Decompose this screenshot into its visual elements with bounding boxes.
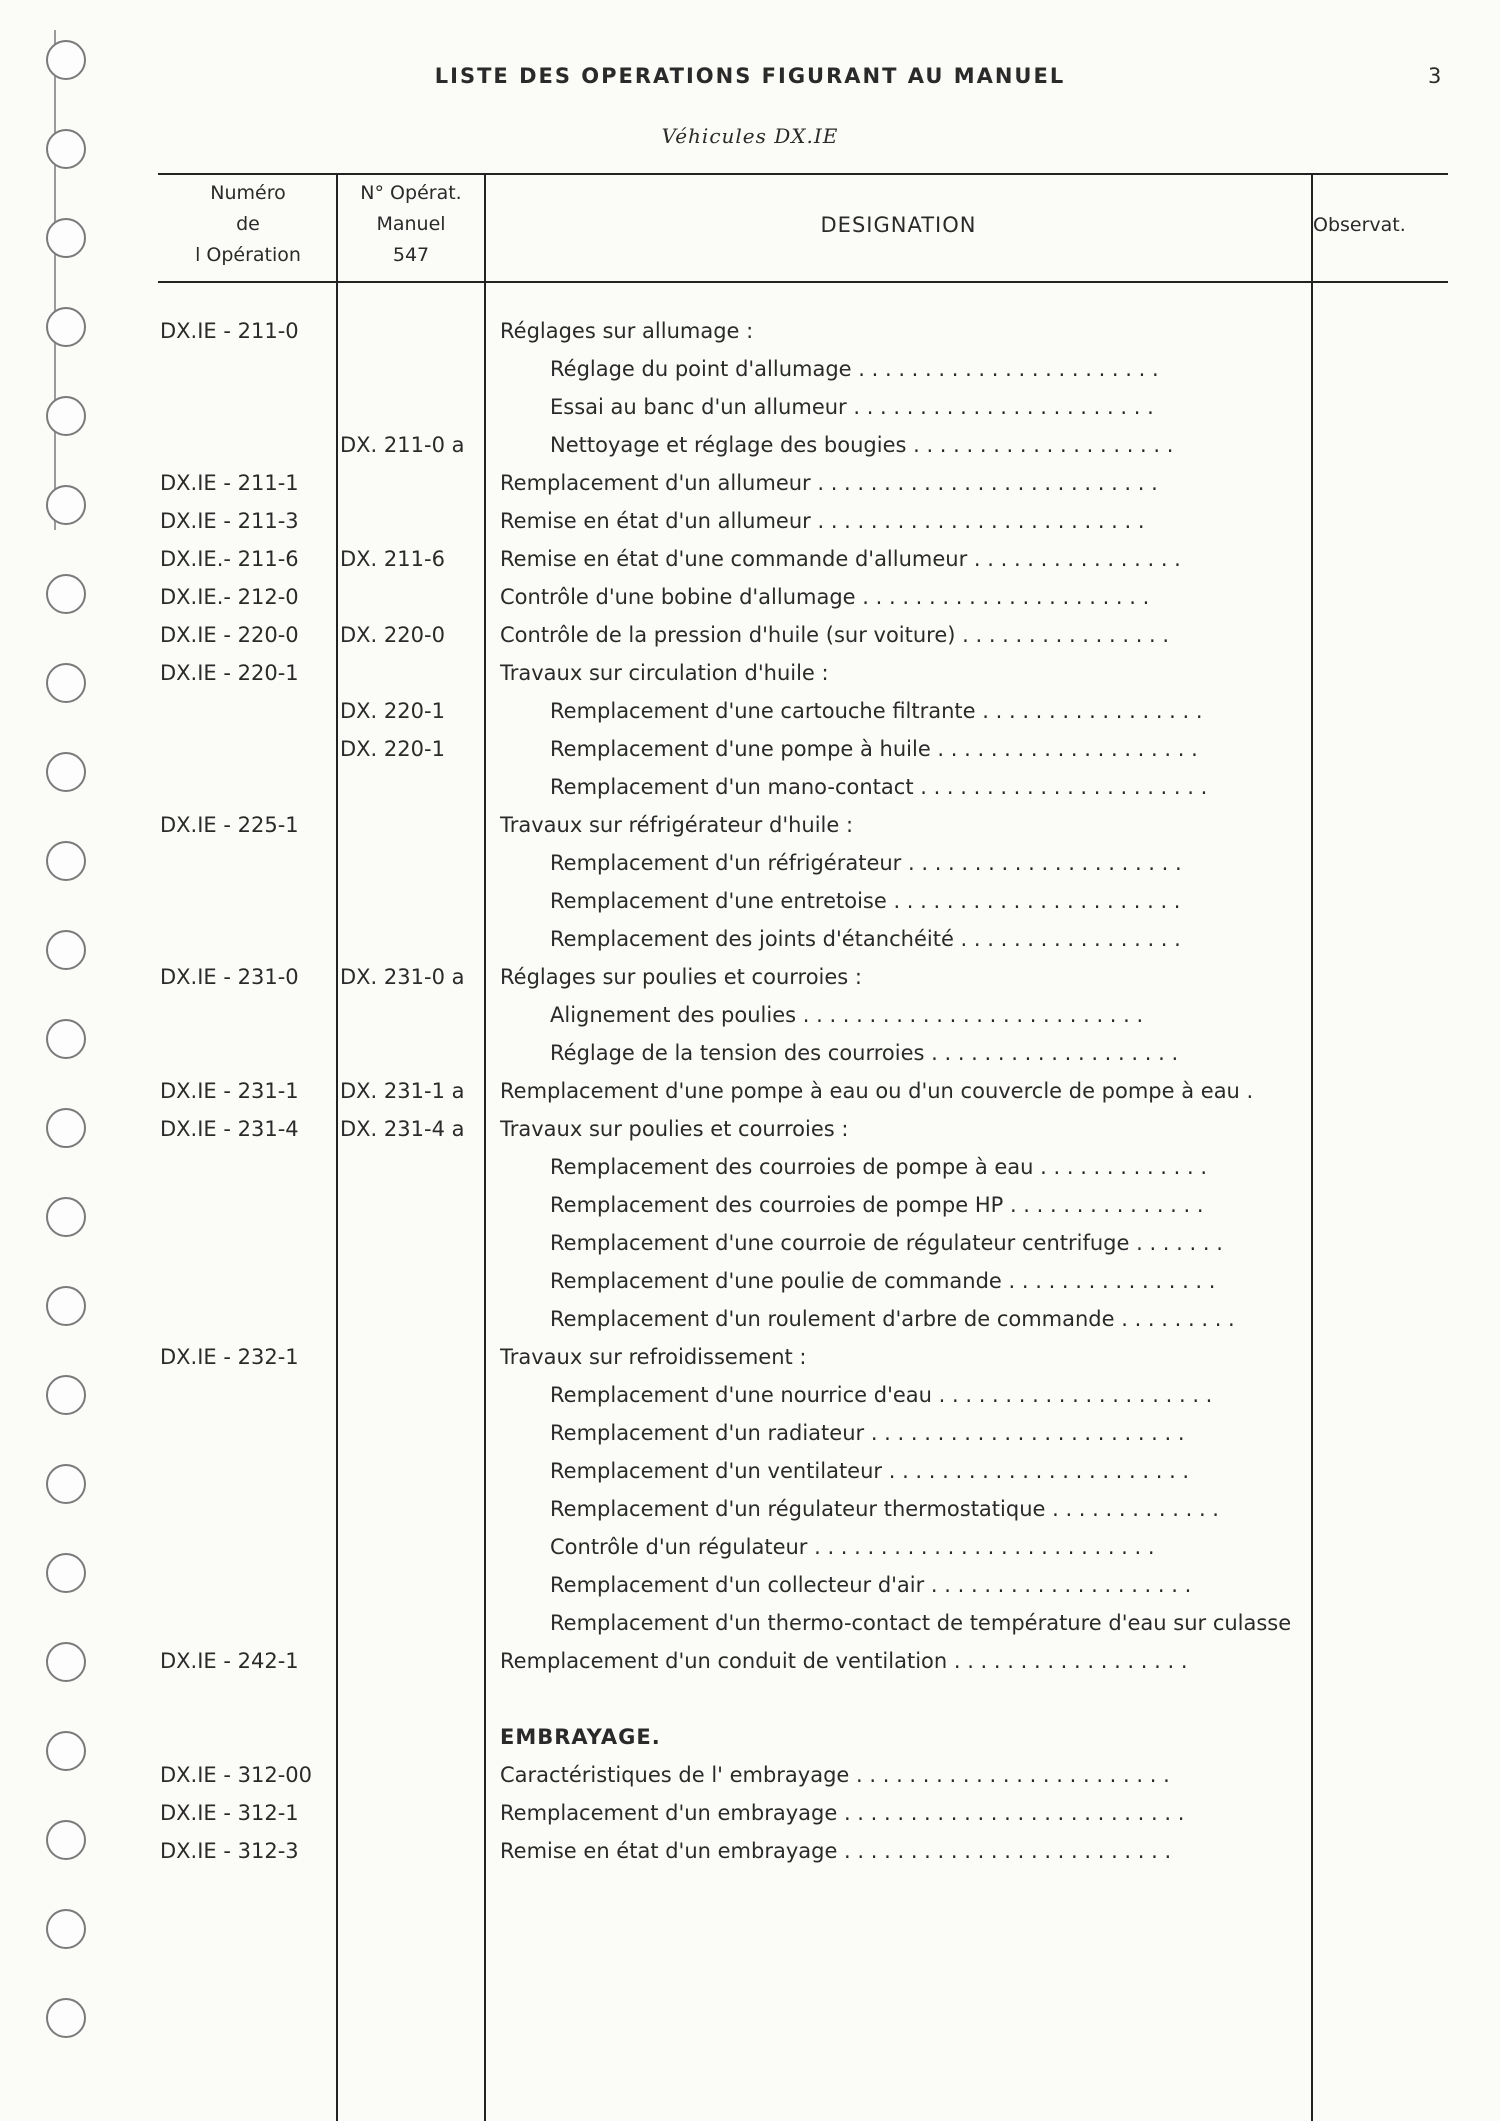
operation-designation: Remplacement des courroies de pompe à eau . . . . . . . . . . . . . [550, 1155, 1208, 1179]
operation-designation: Remise en état d'une commande d'allumeur . . . . . . . . . . . . . . . . [500, 547, 1181, 571]
table-row [0, 1300, 1440, 1338]
operation-designation: Nettoyage et réglage des bougies . . . . . . . . . . . . . . . . . . . . [550, 433, 1174, 457]
column-header-numero [160, 178, 336, 271]
operation-number: DX.IE - 220-0 [160, 623, 299, 647]
table-row [0, 882, 1440, 920]
header-line: Manuel [376, 213, 446, 235]
operation-number: DX.IE - 232-1 [160, 1345, 299, 1369]
operation-number: DX.IE - 231-4 [160, 1117, 299, 1141]
table-row [0, 1186, 1440, 1224]
table-row [0, 1376, 1440, 1414]
section-heading: EMBRAYAGE. [500, 1725, 661, 1749]
operation-designation: Réglage de la tension des courroies . . . . . . . . . . . . . . . . . . . [550, 1041, 1179, 1065]
operation-designation: Travaux sur réfrigérateur d'huile : [500, 813, 854, 837]
manual-operation-number: DX. 231-0 a [340, 965, 465, 989]
table-row [0, 1718, 1440, 1756]
operation-designation: Remplacement d'une poulie de commande . . . . . . . . . . . . . . . . [550, 1269, 1216, 1293]
operation-designation: Remplacement d'une cartouche filtrante . . . . . . . . . . . . . . . . . [550, 699, 1203, 723]
table-row [0, 1604, 1440, 1642]
table-row [0, 502, 1440, 540]
operation-designation: Essai au banc d'un allumeur . . . . . . . . . . . . . . . . . . . . . . . [550, 395, 1154, 419]
manual-operation-number: DX. 220-0 [340, 623, 445, 647]
table-row [0, 1566, 1440, 1604]
binder-hole-icon [46, 1909, 86, 1949]
page-subtitle: Véhicules DX.IE [661, 124, 839, 148]
table-row [0, 654, 1440, 692]
manual-operation-number: DX. 220-1 [340, 699, 445, 723]
operation-number: DX.IE - 211-1 [160, 471, 299, 495]
table-row [0, 616, 1440, 654]
operation-designation: Remplacement d'une pompe à huile . . . . . . . . . . . . . . . . . . . . [550, 737, 1198, 761]
table-row [0, 1224, 1440, 1262]
operation-designation: Remplacement d'une entretoise . . . . . . . . . . . . . . . . . . . . . . [550, 889, 1181, 913]
header-line: DESIGNATION [820, 213, 977, 237]
operation-designation: Réglages sur allumage : [500, 319, 754, 343]
manual-operation-number: DX. 231-4 a [340, 1117, 465, 1141]
operation-designation: Remplacement d'une pompe à eau ou d'un couvercle de pompe à eau . [500, 1079, 1254, 1103]
table-row [0, 1680, 1440, 1718]
table-row [0, 920, 1440, 958]
table-row [0, 692, 1440, 730]
manual-operation-number: DX. 220-1 [340, 737, 445, 761]
table-row [0, 1110, 1440, 1148]
table-row [0, 350, 1440, 388]
table-row [0, 996, 1440, 1034]
operation-number: DX.IE - 220-1 [160, 661, 299, 685]
manual-operation-number: DX. 211-0 a [340, 433, 465, 457]
operation-designation: Remise en état d'un embrayage . . . . . . . . . . . . . . . . . . . . . . . . . [500, 1839, 1172, 1863]
table-row [0, 1756, 1440, 1794]
manual-operation-number: DX. 211-6 [340, 547, 445, 571]
operation-number: DX.IE - 231-0 [160, 965, 299, 989]
operation-designation: Remise en état d'un allumeur . . . . . . . . . . . . . . . . . . . . . . . . . [500, 509, 1145, 533]
operation-designation: Remplacement d'un allumeur . . . . . . . . . . . . . . . . . . . . . . . . . . [500, 471, 1158, 495]
operation-designation: Remplacement d'une nourrice d'eau . . . . . . . . . . . . . . . . . . . . . [550, 1383, 1213, 1407]
operation-designation: Contrôle d'une bobine d'allumage . . . . . . . . . . . . . . . . . . . . . . [500, 585, 1150, 609]
header-line: Observat. [1313, 214, 1406, 236]
operation-designation: Alignement des poulies . . . . . . . . . . . . . . . . . . . . . . . . . . [550, 1003, 1144, 1027]
operation-designation: Remplacement d'un thermo-contact de température d'eau sur culasse [550, 1611, 1292, 1635]
operation-number: DX.IE - 225-1 [160, 813, 299, 837]
table-row [0, 768, 1440, 806]
table-row [0, 1452, 1440, 1490]
operation-number: DX.IE - 312-1 [160, 1801, 299, 1825]
manual-operation-number: DX. 231-1 a [340, 1079, 465, 1103]
operation-designation: Remplacement des courroies de pompe HP . . . . . . . . . . . . . . . [550, 1193, 1204, 1217]
table-row [0, 464, 1440, 502]
table-row [0, 1338, 1440, 1376]
header-line: de [236, 213, 260, 235]
table-row [0, 426, 1440, 464]
binder-hole-icon [46, 1998, 86, 2038]
table-row [0, 540, 1440, 578]
table-row [0, 1642, 1440, 1680]
column-header-designation [486, 210, 1311, 241]
operation-designation: Remplacement d'un roulement d'arbre de commande . . . . . . . . . [550, 1307, 1235, 1331]
operation-number: DX.IE - 211-0 [160, 319, 299, 343]
operation-number: DX.IE - 242-1 [160, 1649, 299, 1673]
table-row [0, 578, 1440, 616]
operation-number: DX.IE.- 211-6 [160, 547, 299, 571]
table-header-rule [158, 281, 1448, 283]
operation-designation: Réglage du point d'allumage . . . . . . . . . . . . . . . . . . . . . . . [550, 357, 1159, 381]
page-title: LISTE DES OPERATIONS FIGURANT AU MANUEL [434, 64, 1066, 88]
header-line: 547 [392, 244, 430, 266]
page-number: 3 [1428, 64, 1442, 88]
table-row [0, 1832, 1440, 1870]
table-row [0, 958, 1440, 996]
operation-designation: Contrôle de la pression d'huile (sur voiture) . . . . . . . . . . . . . . . . [500, 623, 1170, 647]
table-row [0, 1414, 1440, 1452]
table-top-rule [158, 173, 1448, 175]
operation-designation: Remplacement d'un ventilateur . . . . . . . . . . . . . . . . . . . . . . . [550, 1459, 1190, 1483]
table-row [0, 1794, 1440, 1832]
table-row [0, 1262, 1440, 1300]
operation-designation: Remplacement d'un conduit de ventilation . . . . . . . . . . . . . . . . . . [500, 1649, 1188, 1673]
operation-designation: Travaux sur refroidissement : [500, 1345, 807, 1369]
header-line: Numéro [210, 182, 286, 204]
binder-hole-icon [46, 218, 86, 258]
operation-number: DX.IE - 211-3 [160, 509, 299, 533]
operation-designation: Caractéristiques de l' embrayage . . . . . . . . . . . . . . . . . . . . . . . . [500, 1763, 1170, 1787]
operation-designation: Réglages sur poulies et courroies : [500, 965, 862, 989]
operation-designation: Remplacement d'un embrayage . . . . . . . . . . . . . . . . . . . . . . . . . . [500, 1801, 1185, 1825]
table-row [0, 806, 1440, 844]
operation-designation: Travaux sur circulation d'huile : [500, 661, 829, 685]
table-row [0, 1528, 1440, 1566]
operation-designation: Contrôle d'un régulateur . . . . . . . . . . . . . . . . . . . . . . . . . . [550, 1535, 1155, 1559]
column-header-observat [1313, 210, 1433, 241]
operation-designation: Remplacement d'un régulateur thermostatique . . . . . . . . . . . . . [550, 1497, 1219, 1521]
table-row [0, 844, 1440, 882]
table-row [0, 1034, 1440, 1072]
operation-number: DX.IE - 312-00 [160, 1763, 313, 1787]
operation-designation: Remplacement d'une courroie de régulateur centrifuge . . . . . . . [550, 1231, 1223, 1255]
header-line: N° Opérat. [360, 182, 462, 204]
table-row [0, 1490, 1440, 1528]
table-row [0, 1148, 1440, 1186]
operation-designation: Remplacement des joints d'étanchéité . . . . . . . . . . . . . . . . . [550, 927, 1181, 951]
operation-designation: Remplacement d'un mano-contact . . . . . . . . . . . . . . . . . . . . . . [550, 775, 1208, 799]
table-row [0, 1072, 1440, 1110]
table-row [0, 730, 1440, 768]
operation-number: DX.IE - 312-3 [160, 1839, 299, 1863]
column-header-manuel [338, 178, 484, 271]
operation-number: DX.IE.- 212-0 [160, 585, 299, 609]
header-line: l Opération [195, 244, 301, 266]
operation-designation: Remplacement d'un réfrigérateur . . . . . . . . . . . . . . . . . . . . . [550, 851, 1182, 875]
operation-number: DX.IE - 231-1 [160, 1079, 299, 1103]
operation-designation: Remplacement d'un collecteur d'air . . . . . . . . . . . . . . . . . . . . [550, 1573, 1192, 1597]
table-row [0, 388, 1440, 426]
operation-designation: Remplacement d'un radiateur . . . . . . . . . . . . . . . . . . . . . . . . [550, 1421, 1185, 1445]
operation-designation: Travaux sur poulies et courroies : [500, 1117, 849, 1141]
table-row [0, 312, 1440, 350]
